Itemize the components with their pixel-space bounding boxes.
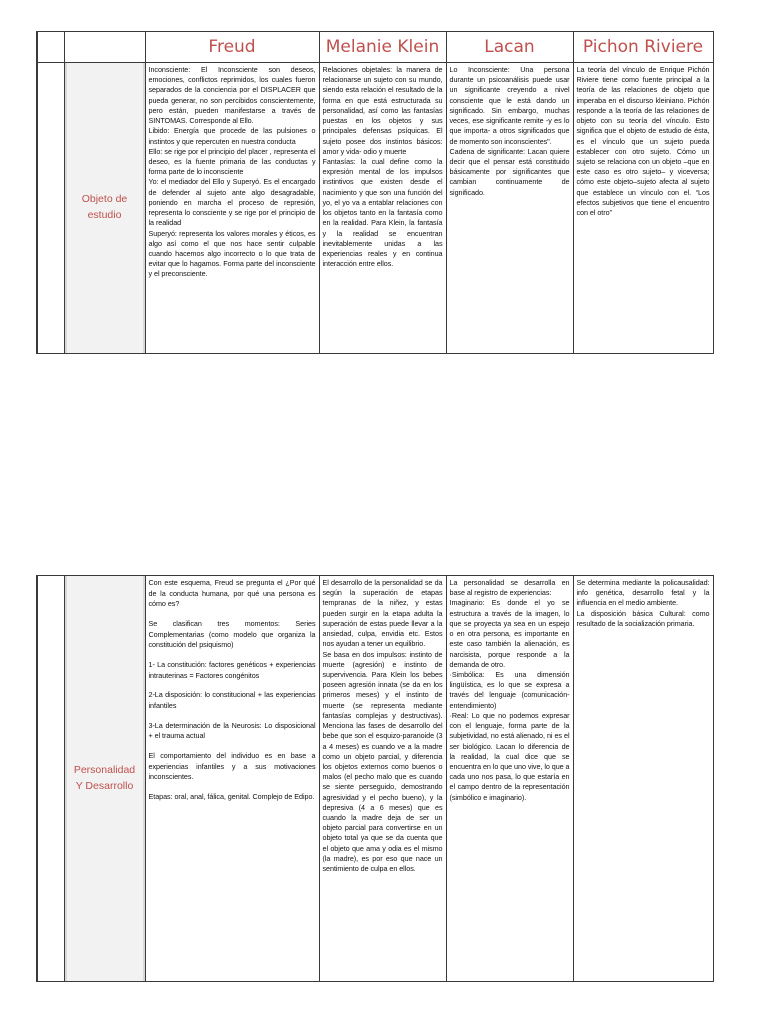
klein-impulsos-text: Se basa en dos impulsos: instinto de muerte (agresión) e instinto de supervivencia. Para Klein los bebes poseen agresión innata (se da en los primeros meses) y el instinto de muerte (se representa mediante fantasías complejas y destructivas). Menciona las fases de desarrollo del bebe que son el esquizo-paranoide (3 a 4 meses) es cuando ve a la madre como un objeto parcial, y diferencia los objetos externos como buenos o malos (el pecho malo que es cuando se siente perseguido, demostrando agresividad y el pecho bueno), y la depresiva (4 a 6 meses) que es cuando la madre deja de ser un objeto parcial para convertirse en un objeto total ya que se da cuenta que el objeto que ama y odia es el mismo (la madre), es por eso que nace un sentimiento de culpa en ellos.	[322, 649, 443, 874]
row-label-objeto-de-estudio: Objeto de estudio	[81, 193, 128, 221]
klein-fantasias-text: Fantasías: la cual define como la expresión mental de los impulsos instintivos que existen desde el nacimiento y que son una función del yo, el yo va a entablar relaciones con los objetos tanto en la fantasía como en la realidad. Para Klein, la fantasía y la realidad se encuentran inevitablemente unidas a las experiencias reales y en continua interacción entre ellos.	[322, 156, 443, 269]
freud-disposicion-text: 2-La disposición: lo constitucional + las experiencias infantiles	[148, 690, 316, 710]
cell-klein-objeto	[319, 63, 446, 354]
lacan-personalidad-text: La personalidad se desarrolla en base al registro de experiencias:	[449, 578, 570, 598]
freud-yo-text: Yo: el mediador del Ello y Superyó. Es el encargado de defender al sujeto ante algo desagradable, poniendo en marcha el proceso de represión, representa lo consciente y se rige por el principio de la realidad	[148, 177, 316, 228]
header-lacan: Lacan	[446, 32, 573, 63]
klein-relaciones-objetales-text: Relaciones objetales: la manera de relacionarse un sujeto con su mundo, siendo esta relación el resultado de la forma en que está estructurada su personalidad, así como las fantasías puestas en los objetos y sus principales defensas psíquicas. El sujeto posee dos instintos básicos: amor y vida- odio y muerte	[322, 65, 443, 156]
freud-comportamiento-text: El comportamiento del individuo es en base a experiencias infantiles y a sus motivaciones inconscientes.	[148, 750, 316, 782]
lacan-real-text: ·Real: Lo que no podemos expresar con el lenguaje, forma parte de la subjetividad, no está alienado, ni es el ser biológico. Lacan lo diferencia de la realidad, la cual dice que se encuentra en lo que uno vive, lo que a cada uno nos pasa, lo que estaría en el campo dentro de la representación (simbólico e imaginario).	[449, 710, 570, 802]
freud-neurosis-text: 3-La determinación de la Neurosis: Lo disposicional + el trauma actual	[148, 720, 316, 741]
row-label-cell	[64, 63, 145, 354]
row-personalidad-y-desarrollo	[37, 576, 713, 982]
lacan-imaginario-text: Imaginario: Es donde el yo se estructura a través de la imagen, lo que se proyecta ya sea en un espejo o en otra persona, es importante en este caso también la alienación, es narcisista, porque responde a la demanda de otro.	[449, 598, 570, 669]
freud-constitucion-text: 1- La constitución: factores genéticos + experiencias intrauterinas = Factores congénitos	[148, 659, 316, 680]
cell-freud-objeto	[145, 63, 319, 354]
header-melanie-klein: Melanie Klein	[319, 32, 446, 63]
row-stub	[37, 576, 64, 982]
pichon-vinculo-text: La teoría del vínculo de Enrique Pichón Riviere tiene como fuente principal a la teoría de las relaciones de objeto que imperaba en el discurso kleiniano. Pichón responde a la teoría de las relaciones de objeto con su teoría del vínculo. Esto significa que el objeto de estudio de ésta, es el vínculo que un sujeto pueda establecer con otro sujeto. Cómo un sujeto se relaciona con un objeto –que en este caso es otro sujeto– y viceversa; cómo este objeto–sujeto afecta al sujeto que establece un vínculo con el. “Los efectos subjetivos que tiene el encuentro con el otro”	[576, 65, 710, 218]
cell-freud-personalidad	[145, 576, 319, 982]
freud-superyo-text: Superyó: representa los valores morales y éticos, es algo así como el que nos hace sentir culpable cuando hacemos algo incorrecto o lo que trata de evitar que lo hagamos. Forma parte del inconsciente y el preconsciente.	[148, 228, 316, 279]
pichon-disposicion-cultural-text: La disposición básica Cultural: como resultado de la socialización primaria.	[576, 608, 710, 628]
lacan-cadena-text: Cadena de significante: Lacan quiere decir que el pensar está constituido básicamente por significantes que cambian continuamente de significado.	[449, 146, 570, 197]
freud-pregunta-text: Con este esquema, Freud se pregunta el ¿Por qué de la conducta humana, por qué una persona es cómo es?	[148, 578, 316, 609]
pichon-policausalidad-text: Se determina mediante la policausalidad: info genética, desarrollo fetal y la influencia en el medio ambiente.	[576, 578, 710, 608]
freud-libido-text: Libido: Energía que procede de las pulsiones o instintos y que repercuten en nuestra conducta	[148, 126, 316, 146]
row-label-personalidad-y-desarrollo: Personalidad Y Desarrollo	[73, 763, 136, 792]
lacan-inconsciente-text: Lo Inconsciente: Una persona durante un psicoanálisis puede usar un significante creyendo a nivel consciente que le está dando un significado. Sin embargo, muchas veces, ese significante remite -y es lo que importa- a otros significados que de momento son inconscientes".	[449, 65, 570, 146]
row-objeto-de-estudio	[37, 63, 713, 354]
freud-series-text: Se clasifican tres momentos: Series Complementarias (como modelo que organiza la constitución del psiquismo)	[148, 618, 316, 650]
header-freud: Freud	[145, 32, 319, 63]
lacan-simbolica-text: ·Simbólica: Es una dimensión lingüística, es lo que se expresa a través del lenguaje (comunicación-entendimiento)	[449, 669, 570, 710]
comparison-table-bottom	[36, 575, 714, 982]
klein-desarrollo-text: El desarrollo de la personalidad se da según la superación de etapas tempranas de la niñez, y estas pueden surgir en la etapa adulta la superación de estas puede llevar a la ansiedad, culpa, envidia etc. Estos nos ayudan a tener un equilibrio.	[322, 578, 443, 649]
cell-pichon-objeto	[573, 63, 713, 354]
header-pichon-riviere: Pichon Riviere	[573, 32, 713, 63]
header-cell-empty	[64, 32, 145, 63]
cell-lacan-personalidad	[446, 576, 573, 982]
corner-stub	[37, 32, 64, 63]
freud-etapas-text: Etapas: oral, anal, fálica, genital. Complejo de Edipo.	[148, 791, 315, 801]
freud-ello-text: Ello: se rige por el principio del placer , representa el deseo, es la fuente primaria de las conductas y forma parte de lo inconsciente	[148, 146, 316, 177]
cell-klein-personalidad	[319, 576, 446, 982]
comparison-table-top	[36, 31, 714, 354]
cell-lacan-objeto	[446, 63, 573, 354]
freud-inconsciente-text: Inconsciente: El Inconsciente son deseos, emociones, conflictos reprimidos, los cuales fueron separados de la conciencia por el DISPLACER que pueda generar, no son percibidos conscientemente, pero están, pueden manifestarse a través de SINTOMAS. Corresponde al Ello.	[148, 65, 316, 126]
row-stub	[37, 63, 64, 354]
header-row	[37, 32, 713, 63]
cell-pichon-personalidad	[573, 576, 713, 982]
row-label-cell	[64, 576, 145, 982]
